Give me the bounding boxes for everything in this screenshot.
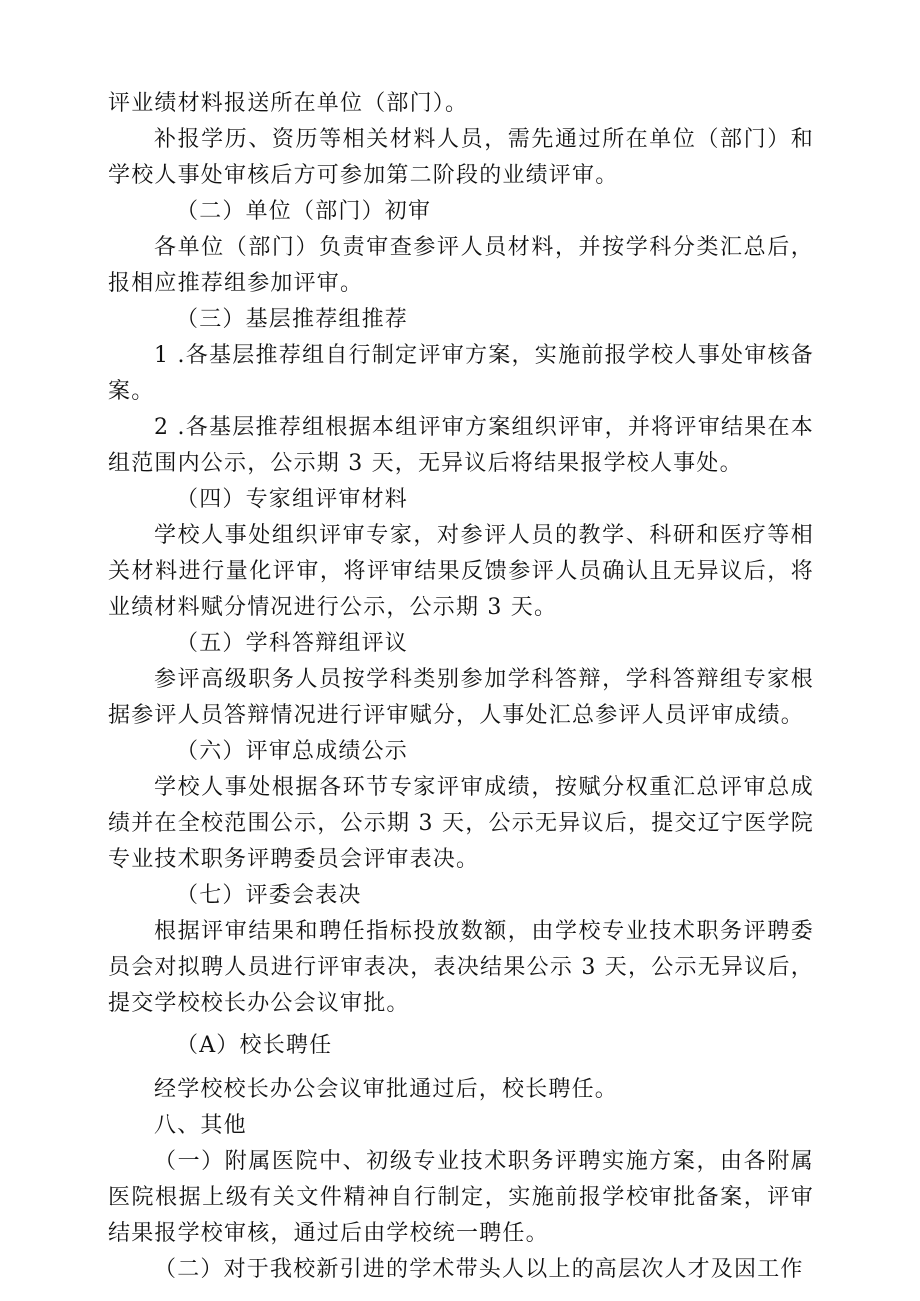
paragraph-defense: 参评高级职务人员按学科类别参加学科答辩，学科答辩组专家根据参评人员答辩情况进行评审赋分，人事处汇总参评人员评审成绩。 [108,667,814,728]
section-heading-7: （七）评委会表决 [176,883,362,908]
paragraph-unit-review: 各单位（部门）负责审查参评人员材料，并按学科分类汇总后，报相应推荐组参加评审。 [108,235,814,296]
paragraph-committee-vote: 根据评审结果和聘任指标投放数额，由学校专业技术职务评聘委员会对拟聘人员进行评审表决，表决结果公示 3 天，公示无异议后，提交学校校长办公会议审批。 [108,919,814,1016]
paragraph-other-2: （二）对于我校新引进的学术带头人以上的高层次人才及因工作 [154,1257,804,1282]
paragraph-president-appointment: 经学校校长办公会议审批通过后，校长聘任。 [154,1077,619,1102]
section-heading-2: （二）单位（部门）初审 [176,199,432,224]
document-page [108,86,814,1288]
section-heading-4: （四）专家组评审材料 [176,487,409,512]
section-heading-5: （五）学科答辩组评议 [176,631,409,656]
section-heading-8: 八、其他 [154,1113,247,1138]
section-heading-3: （三）基层推荐组推荐 [176,307,409,332]
section-heading-6: （六）评审总成绩公示 [176,739,409,764]
paragraph-item-1: 1 .各基层推荐组自行制定评审方案，实施前报学校人事处审核备案。 [108,343,814,404]
paragraph-item-2: 2 .各基层推荐组根据本组评审方案组织评审，并将评审结果在本组范围内公示，公示期 3 天，无异议后将结果报学校人事处。 [108,415,814,476]
paragraph-other-1: （一）附属医院中、初级专业技术职务评聘实施方案，由各附属医院根据上级有关文件精神自行制定，实施前报学校审批备案，评审结果报学校审核，通过后由学校统一聘任。 [108,1149,814,1246]
section-heading-a: （A）校长聘任 [176,1033,333,1058]
paragraph-continuation: 评业绩材料报送所在单位（部门）。 [108,91,469,116]
paragraph-total-score: 学校人事处根据各环节专家评审成绩，按赋分权重汇总评审总成绩并在全校范围公示，公示期 3 天，公示无异议后，提交辽宁医学院专业技术职务评聘委员会评审表决。 [108,775,814,872]
paragraph-supplementary-materials: 补报学历、资历等相关材料人员，需先通过所在单位（部门）和学校人事处审核后方可参加第二阶段的业绩评审。 [108,127,814,188]
paragraph-expert-review: 学校人事处组织评审专家，对参评人员的教学、科研和医疗等相关材料进行量化评审，将评审结果反馈参评人员确认且无异议后，将业绩材料赋分情况进行公示，公示期 3 天。 [108,523,814,620]
